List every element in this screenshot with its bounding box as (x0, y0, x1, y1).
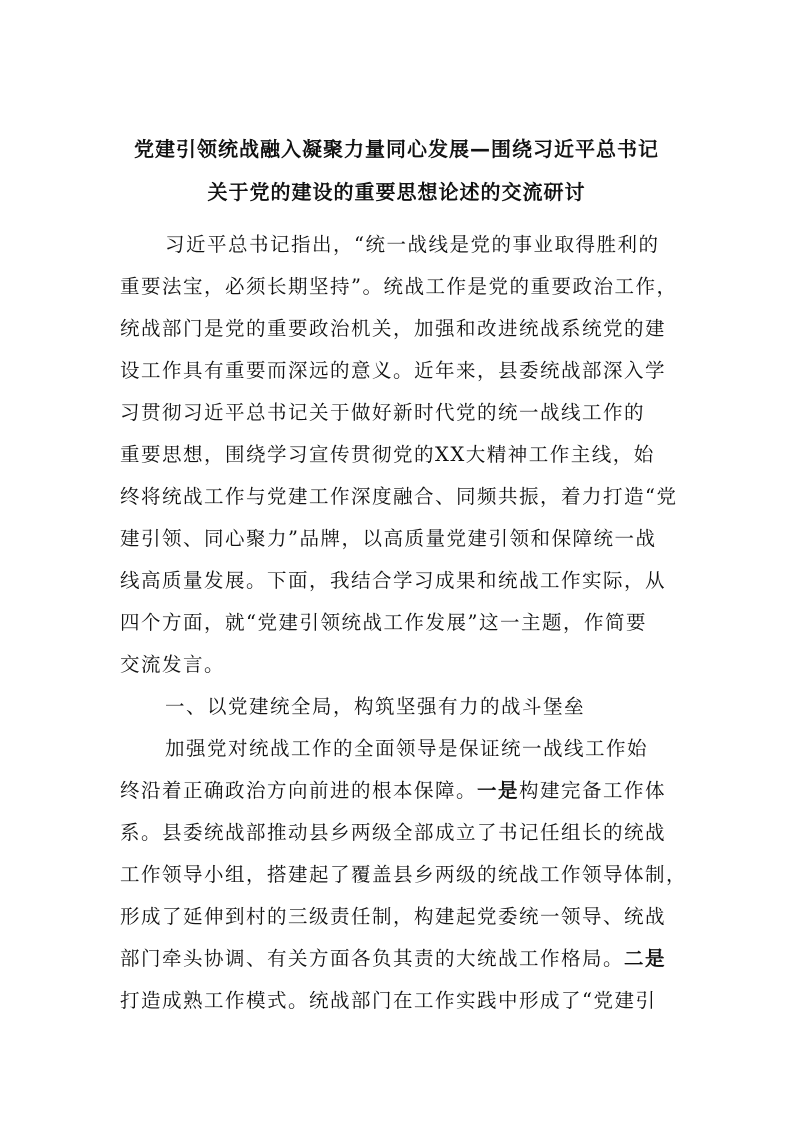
body-line: 设工作具有重要而深远的意义。近年来，县委统战部深入学 (120, 359, 667, 382)
section-heading: 一、以党建统全局，构筑坚强有力的战斗堡垒 (165, 695, 586, 718)
body-line: 重要思想，围绕学习宣传贯彻党的XX大精神工作主线，始 (120, 443, 655, 466)
body-line: 线高质量发展。下面，我结合学习成果和统战工作实际，从 (120, 569, 667, 592)
body-line: 交流发言。 (120, 653, 226, 676)
body-line (120, 775, 666, 803)
body-line: 习贯彻习近平总书记关于做好新时代党的统一战线工作的 (120, 401, 646, 424)
body-line: 系。县委统战部推动县乡两级全部成立了书记任组长的统战 (120, 821, 667, 844)
body-line: 打造成熟工作模式。统战部门在工作实践中形成了“党建引 (120, 989, 657, 1012)
body-line: 四个方面，就“党建引领统战工作发展”这一主题，作简要 (120, 611, 647, 634)
body-line: 统战部门是党的重要政治机关，加强和改进统战系统党的建 (120, 317, 667, 340)
body-line: 习近平总书记指出，“统一战线是党的事业取得胜利的 (165, 233, 660, 256)
body-line: 重要法宝，必须长期坚持”。统战工作是党的重要政治工作， (120, 275, 678, 298)
document-title-line-1: 党建引领统战融入凝聚力量同心发展—围绕习近平总书记 (134, 137, 659, 161)
body-line: 工作领导小组，搭建起了覆盖县乡两级的统战工作领导体制， (120, 863, 688, 886)
body-text: 终沿着正确政治方向前进的根本保障。 (120, 779, 478, 802)
document-title-line-2: 关于党的建设的重要思想论述的交流研讨 (207, 180, 586, 204)
body-text: 部门牵头协调、有关方面各负其责的大统战工作格局。 (120, 947, 625, 970)
body-line: 建引领、同心聚力”品牌，以高质量党建引领和保障统一战 (120, 527, 657, 550)
body-text: 构建完备工作体 (519, 779, 667, 802)
body-line (120, 943, 666, 971)
body-line: 形成了延伸到村的三级责任制，构建起党委统一领导、统战 (120, 905, 667, 928)
body-line: 加强党对统战工作的全面领导是保证统一战线工作始 (165, 737, 649, 760)
body-line: 终将统战工作与党建工作深度融合、同频共振，着力打造“党 (120, 485, 678, 508)
emphasis-text: 二是 (624, 947, 667, 970)
emphasis-text: 一是 (477, 779, 520, 802)
